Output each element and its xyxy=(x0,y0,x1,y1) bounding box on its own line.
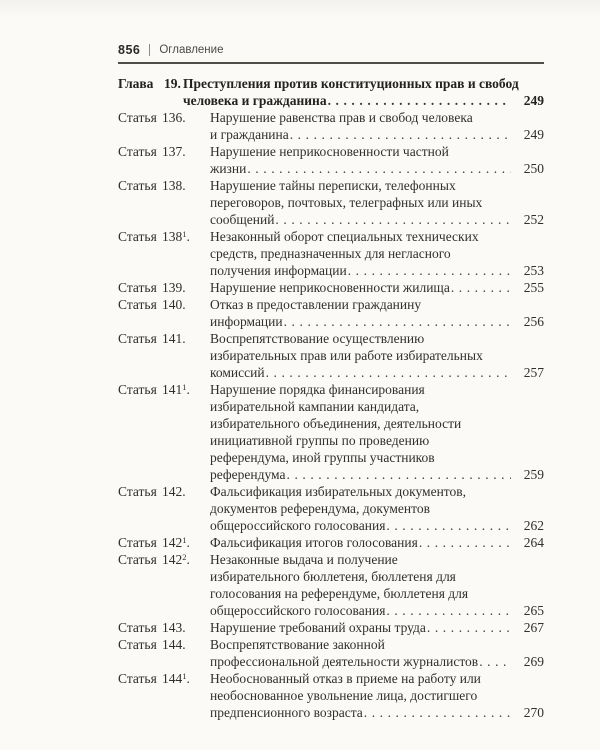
entry-text xyxy=(210,534,544,551)
entry-label xyxy=(118,143,210,177)
entry-label xyxy=(118,75,183,109)
toc-entry xyxy=(118,330,544,381)
toc-page-number: 252 xyxy=(523,212,544,227)
entry-line xyxy=(210,279,544,296)
entry-label-word: Статья xyxy=(118,297,157,312)
entry-text xyxy=(210,636,544,670)
entry-label-word: Глава xyxy=(118,76,154,91)
entry-text xyxy=(210,109,544,143)
entry-line xyxy=(210,160,544,177)
toc-entry xyxy=(118,670,544,721)
entry-label-number: $141^1$. xyxy=(162,382,190,397)
entry-label-word: Статья xyxy=(118,552,157,567)
toc-entry xyxy=(118,483,544,534)
entry-line: Необоснованный отказ в приеме на работу или xyxy=(210,671,481,686)
entry-line xyxy=(210,534,544,551)
entry-line: избирательной кампании кандидата, xyxy=(210,399,420,414)
entry-line-text: Нарушение требований охраны труда xyxy=(210,620,426,635)
entry-label-word: Статья xyxy=(118,178,157,193)
header-separator-bar xyxy=(149,44,150,56)
dot-leader xyxy=(386,517,511,534)
entry-line: Преступления против конституционных прав и свобод xyxy=(183,76,519,91)
entry-line xyxy=(210,262,544,279)
toc-entry xyxy=(118,279,544,296)
entry-line-text: человека и гражданина xyxy=(183,93,327,108)
toc-page-number: 253 xyxy=(523,263,544,278)
toc-page-number: 269 xyxy=(523,654,544,669)
toc-entry xyxy=(118,109,544,143)
dot-leader xyxy=(451,279,511,296)
dot-leader xyxy=(427,619,511,636)
header-section-title: Оглавление xyxy=(159,43,224,56)
entry-line: Фальсификация избирательных документов, xyxy=(210,484,467,499)
dot-leader xyxy=(419,534,511,551)
entry-label-number: $142^2$. xyxy=(162,552,190,567)
toc-entry xyxy=(118,534,544,551)
toc-page-number: 264 xyxy=(523,535,544,550)
entry-label-number: 19. xyxy=(164,76,181,91)
entry-label-number: 143. xyxy=(162,620,186,635)
scanned-book-page xyxy=(118,42,544,721)
toc-entry xyxy=(118,619,544,636)
entry-text xyxy=(210,483,544,534)
entry-label xyxy=(118,636,210,670)
toc-entry xyxy=(118,228,544,279)
entry-line-text: Фальсификация итогов голосования xyxy=(210,535,418,550)
entry-line xyxy=(210,364,544,381)
entry-line-text: общероссийского голосования xyxy=(210,518,386,533)
toc-entry xyxy=(118,636,544,670)
entry-label-number: $138^1$. xyxy=(162,229,190,244)
entry-label-word: Статья xyxy=(118,671,157,686)
entry-text xyxy=(210,228,544,279)
entry-line: переговоров, почтовых, телеграфных или иных xyxy=(210,195,483,210)
entry-line-text: сообщений xyxy=(210,212,275,227)
entry-line: средств, предназначенных для негласного xyxy=(210,246,451,261)
entry-line-text: профессиональной деятельности журналистов xyxy=(210,654,479,669)
article-number-superscript: 1 xyxy=(182,671,187,681)
entry-label xyxy=(118,551,210,619)
article-number-superscript: 1 xyxy=(182,229,187,239)
toc-page-number: 267 xyxy=(523,620,544,635)
entry-line: Нарушение тайны переписки, телефонных xyxy=(210,178,456,193)
entry-line-text: информации xyxy=(210,314,283,329)
article-number-superscript: 1 xyxy=(182,382,187,392)
entry-text xyxy=(210,551,544,619)
dot-leader xyxy=(275,211,511,228)
entry-line xyxy=(210,313,544,330)
entry-line: Нарушение неприкосновенности частной xyxy=(210,144,449,159)
toc-page-number: 265 xyxy=(523,603,544,618)
entry-label xyxy=(118,109,210,143)
entry-text xyxy=(210,296,544,330)
entry-line xyxy=(210,466,544,483)
entry-label-word: Статья xyxy=(118,110,157,125)
toc-entry xyxy=(118,296,544,330)
entry-text xyxy=(210,330,544,381)
entry-label-word: Статья xyxy=(118,144,157,159)
toc-page-number: 249 xyxy=(523,127,544,142)
entry-line: Воспрепятствование законной xyxy=(210,637,385,652)
entry-line: Нарушение равенства прав и свобод человека xyxy=(210,110,473,125)
toc-page-number: 262 xyxy=(523,518,544,533)
entry-label xyxy=(118,330,210,381)
entry-line: необоснованное увольнение лица, достигшего xyxy=(210,688,478,703)
entry-line: документов референдума, документов xyxy=(210,501,430,516)
entry-label xyxy=(118,177,210,228)
dot-leader xyxy=(247,160,511,177)
entry-label-word: Статья xyxy=(118,484,157,499)
entry-line: избирательного бюллетеня, бюллетеня для xyxy=(210,569,456,584)
toc-entry xyxy=(118,551,544,619)
entry-label xyxy=(118,279,210,296)
entry-label xyxy=(118,670,210,721)
entry-text xyxy=(210,279,544,296)
entry-line xyxy=(183,92,544,109)
entry-label-word: Статья xyxy=(118,535,157,550)
toc-list xyxy=(118,75,544,721)
toc-page-number: 259 xyxy=(523,467,544,482)
page-header xyxy=(118,42,544,57)
entry-label-number: 139. xyxy=(162,280,186,295)
toc-entry xyxy=(118,381,544,483)
dot-leader xyxy=(479,653,511,670)
entry-label xyxy=(118,228,210,279)
entry-line xyxy=(210,619,544,636)
entry-line xyxy=(210,602,544,619)
toc-page-number: 270 xyxy=(523,705,544,720)
entry-line-text: жизни xyxy=(210,161,247,176)
dot-leader xyxy=(284,313,511,330)
entry-line: Отказ в предоставлении гражданину xyxy=(210,297,422,312)
entry-label-number: 142. xyxy=(162,484,186,499)
entry-label-number: 138. xyxy=(162,178,186,193)
entry-line-text: и гражданина xyxy=(210,127,289,142)
entry-line: избирательных прав или работе избирательных xyxy=(210,348,483,363)
dot-leader xyxy=(386,602,511,619)
entry-line-text: Нарушение неприкосновенности жилища xyxy=(210,280,450,295)
entry-label xyxy=(118,534,210,551)
entry-line-text: получения информации xyxy=(210,263,347,278)
entry-text xyxy=(210,619,544,636)
dot-leader xyxy=(328,92,511,109)
entry-line: избирательного объединения, деятельности xyxy=(210,416,462,431)
entry-line-text: референдума xyxy=(210,467,286,482)
folio-page-number: 856 xyxy=(118,42,141,57)
toc-page-number: 255 xyxy=(523,280,544,295)
toc-page-number: 250 xyxy=(523,161,544,176)
entry-line-text: комиссий xyxy=(210,365,265,380)
entry-line: Незаконный оборот специальных технических xyxy=(210,229,479,244)
entry-text xyxy=(210,381,544,483)
toc-entry xyxy=(118,143,544,177)
dot-leader xyxy=(290,126,511,143)
entry-text xyxy=(210,177,544,228)
entry-label-number: 136. xyxy=(162,110,186,125)
entry-line-text: общероссийского голосования xyxy=(210,603,386,618)
entry-line xyxy=(210,653,544,670)
entry-label xyxy=(118,296,210,330)
dot-leader xyxy=(364,704,511,721)
entry-line: Нарушение порядка финансирования xyxy=(210,382,425,397)
header-rule xyxy=(118,62,544,64)
entry-line: референдума, иной группы участников xyxy=(210,450,435,465)
entry-label-word: Статья xyxy=(118,637,157,652)
entry-label-number: $142^1$. xyxy=(162,535,190,550)
entry-line xyxy=(210,126,544,143)
toc-page-number: 249 xyxy=(523,93,544,108)
dot-leader xyxy=(287,466,512,483)
entry-label-word: Статья xyxy=(118,229,157,244)
article-number-superscript: 1 xyxy=(182,535,187,545)
entry-line xyxy=(210,704,544,721)
entry-label-number: 137. xyxy=(162,144,186,159)
entry-label xyxy=(118,381,210,483)
entry-label xyxy=(118,619,210,636)
entry-line-text: предпенсионного возраста xyxy=(210,705,363,720)
entry-label xyxy=(118,483,210,534)
article-number-superscript: 2 xyxy=(182,552,187,562)
entry-label-number: $144^1$. xyxy=(162,671,190,686)
entry-label-number: 144. xyxy=(162,637,186,652)
entry-line xyxy=(210,517,544,534)
entry-text xyxy=(210,670,544,721)
dot-leader xyxy=(348,262,511,279)
entry-text xyxy=(210,143,544,177)
entry-label-word: Статья xyxy=(118,620,157,635)
entry-label-number: 140. xyxy=(162,297,186,312)
dot-leader xyxy=(266,364,511,381)
entry-label-number: 141. xyxy=(162,331,186,346)
entry-label-word: Статья xyxy=(118,331,157,346)
entry-text xyxy=(183,75,544,109)
toc-page-number: 257 xyxy=(523,365,544,380)
entry-line xyxy=(210,211,544,228)
toc-entry xyxy=(118,177,544,228)
entry-line: голосования на референдуме, бюллетеня для xyxy=(210,586,469,601)
entry-label-word: Статья xyxy=(118,382,157,397)
toc-chapter-heading xyxy=(118,75,544,109)
entry-label-word: Статья xyxy=(118,280,157,295)
entry-line: инициативной группы по проведению xyxy=(210,433,430,448)
entry-line: Незаконные выдача и получение xyxy=(210,552,398,567)
entry-line: Воспрепятствование осуществлению xyxy=(210,331,425,346)
toc-page-number: 256 xyxy=(523,314,544,329)
